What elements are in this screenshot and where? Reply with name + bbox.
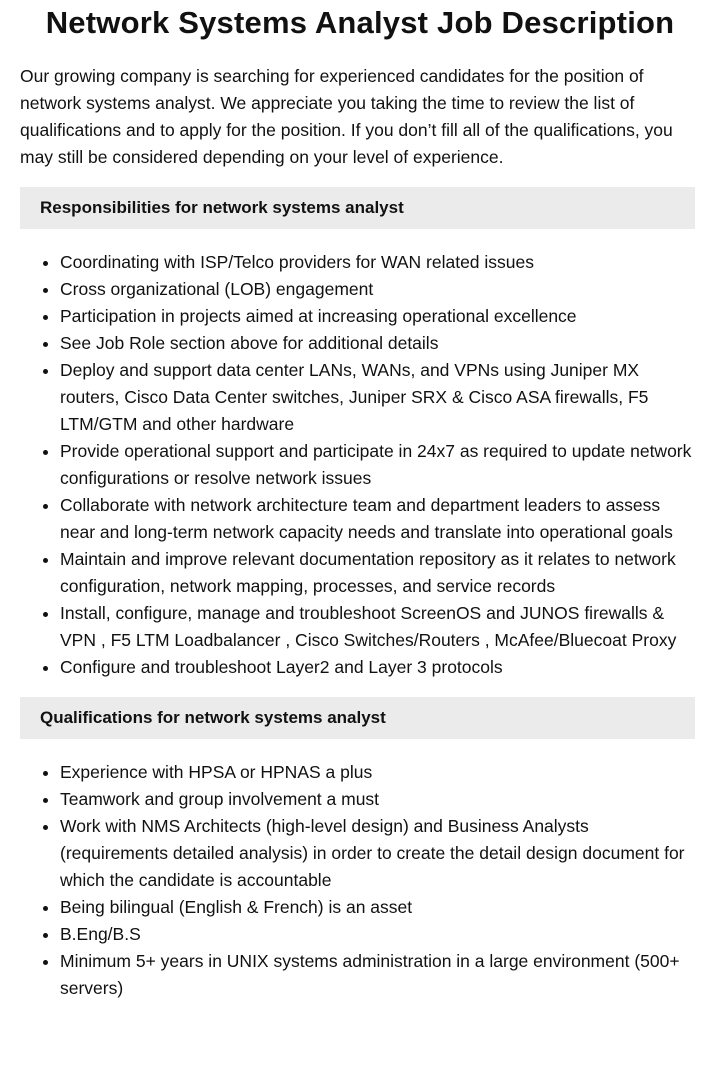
list-item: • Being bilingual (English & French) is an asset (60, 894, 700, 921)
intro-paragraph: Our growing company is searching for experienced candidates for the position of network systems analyst. We appreciate you taking the time to review the list of qualifications and to apply for the position. If you don’t fill all of the qualifications, you may still be considered depending on your level of experience. (20, 66, 673, 167)
list-item: • Deploy and support data center LANs, WANs, and VPNs using Juniper MX routers, Cisco Data Center switches, Juniper SRX & Cisco ASA firewalls, F5 LTM/GTM and other hardware (60, 357, 700, 438)
list-item: • See Job Role section above for additional details (60, 330, 700, 357)
list-item: • Cross organizational (LOB) engagement (60, 276, 700, 303)
qualifications-list (20, 759, 700, 1002)
list-item: • Provide operational support and participate in 24x7 as required to update network configurations or resolve network issues (60, 438, 700, 492)
list-item: • Experience with HPSA or HPNAS a plus (60, 759, 700, 786)
list-item: • Teamwork and group involvement a must (60, 786, 700, 813)
qualifications-heading: Qualifications for network systems analyst (20, 697, 695, 739)
list-item: • Collaborate with network architecture team and department leaders to assess near and long-term network capacity needs and translate into operational goals (60, 492, 700, 546)
list-item: • Maintain and improve relevant documentation repository as it relates to network configuration, network mapping, processes, and service records (60, 546, 700, 600)
list-item: • Participation in projects aimed at increasing operational excellence (60, 303, 700, 330)
list-item: • B.Eng/B.S (60, 921, 700, 948)
list-item: • Work with NMS Architects (high-level design) and Business Analysts (requirements detailed analysis) in order to create the detail design document for which the candidate is accountable (60, 813, 700, 894)
page-title: Network Systems Analyst Job Description (45, 5, 675, 40)
list-item: • Coordinating with ISP/Telco providers for WAN related issues (60, 249, 700, 276)
list-item: • Install, configure, manage and troubleshoot ScreenOS and JUNOS firewalls & VPN , F5 LTM Loadbalancer , Cisco Switches/Routers , McAfee/Bluecoat Proxy (60, 600, 700, 654)
list-item: • Minimum 5+ years in UNIX systems administration in a large environment (500+ servers) (60, 948, 700, 1002)
list-item: • Configure and troubleshoot Layer2 and Layer 3 protocols (60, 654, 700, 681)
responsibilities-list (20, 249, 700, 681)
responsibilities-heading: Responsibilities for network systems analyst (20, 187, 695, 229)
